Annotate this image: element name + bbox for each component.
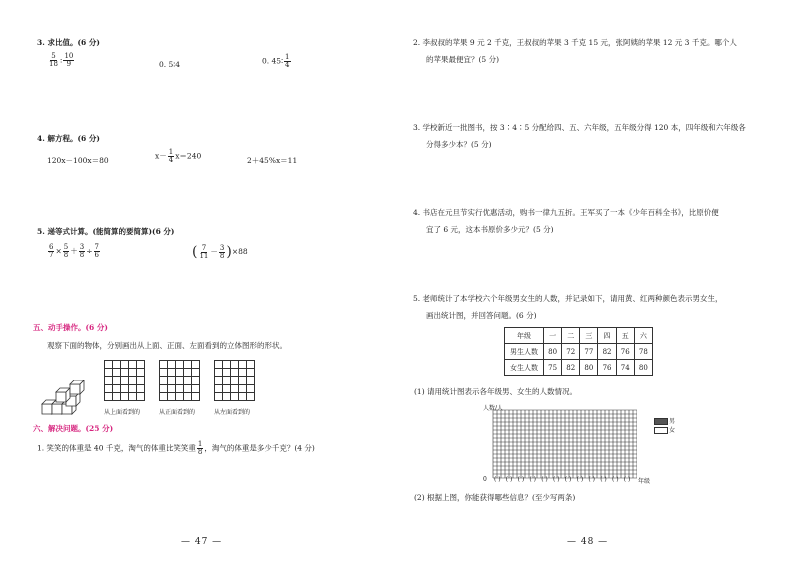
table-cell: 82 [562,360,580,376]
fraction-den: 8 [79,251,85,259]
fraction-num: 10 [64,52,74,60]
r-q3-line-1: 3. 学校新近一批图书，按 3∶4∶5 分配给四、五、六年级，五年级分得 120 本，四年级和六年级各 [413,123,746,132]
fraction-den: 8 [219,251,225,260]
r-q2-line-1: 2. 李叔叔的苹果 9 元 2 千克，王叔叔的苹果 3 千克 15 元，张阿姨的苹果 12 元 3 千克。哪个人 [413,38,737,47]
s6-q1-suffix: ，淘气的体重是多少千克？(4 分) [204,443,315,453]
q5-expr2-suffix: ×88 [231,247,248,256]
fraction-den: 18 [49,60,58,68]
table-row-label: 女生人数 [505,360,544,376]
caption-top-view: 从上面看到的 [104,409,141,416]
chart-x-tick-blank: ( ) [600,476,607,483]
q3-item-1 [47,53,75,68]
fraction-num: 1 [168,148,174,156]
r-q5-line-1: 5. 老师统计了本学校六个年级男女生的人数，并记录如下，请用黄、红两种颜色表示男女生， [413,294,723,303]
table-cell: 75 [544,360,562,376]
chart-x-tick-blank: ( ) [505,476,513,483]
operator: － [210,247,218,256]
r-q4-line-1: 4. 书店在元旦节实行优惠活动，购书一律九五折。王军买了一本《少年百科全书》，比原价便 [413,208,719,217]
operator: ÷ [86,246,93,256]
table-cell: 76 [598,360,616,376]
s6-q1-prefix: 1. 笑笑的体重是 40 千克，淘气的体重比笑笑重 [37,443,196,453]
table-cell: 80 [544,344,562,360]
r-q5-line-2: 画出统计图，并回答问题。(6 分) [426,311,537,320]
table-header-cell: 年级 [505,328,544,344]
drawing-grid-top-view[interactable] [104,360,145,401]
q4-eq2-suffix: x＝240 [175,151,202,161]
gender-count-table [504,327,653,376]
table-cell: 78 [634,344,652,360]
chart-x-tick-blank: ( ) [576,476,584,483]
blank-bar-chart-grid[interactable] [492,409,637,479]
chart-x-tick-blank: ( ) [588,476,595,483]
section-5-instruction: 观察下面的物体，分别画出从上面、正面、左面看到的立体图形的形状。 [47,341,287,350]
fraction-den: 11 [199,251,209,260]
r-q2-line-2: 的苹果最便宜？(5 分) [426,55,500,64]
chart-x-tick-blank: ( ) [529,476,536,483]
operator: × [55,246,62,256]
q4-title: 4. 解方程。(6 分) [37,134,100,143]
cube-solid-figure [40,380,95,416]
q4-eq2-prefix: x－ [155,151,167,161]
fraction-den: 8 [63,251,69,259]
table-cell: 72 [562,344,580,360]
fraction-den: 7 [49,251,54,259]
operator: ＋ [70,246,78,256]
drawing-grid-left-view[interactable] [214,360,255,401]
fraction-num: 3 [219,243,225,252]
table-cell: 74 [616,360,634,376]
q5-title: 5. 递等式计算。(能简算的要简算)(6 分) [37,227,175,236]
q5-expression-2: ( $\frac{7}{11}$ － $\frac{3}{8}$ )×88 [192,243,248,260]
table-cell: 77 [580,344,598,360]
section-6-title: 六、解决问题。(25 分) [33,424,114,433]
table-header-cell: 一 [544,328,562,344]
q3-title: 3. 求比值。(6 分) [37,38,100,47]
fraction-num: 1 [197,440,203,448]
r-q4-line-2: 宜了 6 元，这本书原价多少元？(5 分) [426,225,554,234]
chart-x-tick-blank: ( ) [612,476,619,483]
fraction-num: 7 [201,243,207,252]
fraction-den: 4 [285,61,290,69]
table-header-cell: 五 [616,328,634,344]
q4-equation-2 [155,149,201,164]
q3-item-3 [262,54,292,69]
drawing-grid-front-view[interactable] [159,360,200,401]
section-5-title: 五、动手操作。(6 分) [33,323,108,332]
q3-item-2: 0. 5∶4 [159,60,181,69]
r-q3-line-2: 分得多少本？(5 分) [426,140,492,149]
table-header-row [505,328,653,344]
legend-swatch-female [654,427,668,434]
fraction-num: 7 [94,243,99,251]
fraction-den: 8 [197,448,203,456]
table-cell: 82 [598,344,616,360]
chart-x-axis-label: 年级 [638,478,651,485]
chart-x-tick-blank: ( ) [517,476,525,483]
caption-left-view: 从左面看到的 [214,409,251,416]
table-header-cell: 四 [598,328,616,344]
table-cell: 80 [634,360,652,376]
r-q5-sub-2: (2) 根据上图，你能获得哪些信息？(至少写两条) [414,493,576,502]
q5-expression-1 [47,244,101,259]
chart-x-tick-blank: ( ) [623,476,631,483]
fraction-num: 3 [79,243,85,251]
chart-x-ticks [494,476,634,484]
q4-equation-1: 120x－100x＝80 [47,156,109,165]
table-row-label: 男生人数 [505,344,544,360]
section-6-q1 [37,441,315,456]
table-cell: 76 [616,344,634,360]
fraction-den: 4 [168,156,174,164]
chart-origin-label: 0 [483,476,487,483]
fraction-num: 5 [51,52,56,60]
page-number-left: — 47 — [181,537,223,547]
r-q5-sub-1: (1) 请用统计图表示各年级男、女生的人数情况。 [414,387,578,396]
table-header-cell: 二 [562,328,580,344]
caption-front-view: 从正面看到的 [159,409,196,416]
table-row [505,360,653,376]
chart-x-tick-blank: ( ) [553,476,560,483]
ratio-sign: : [59,55,63,65]
legend-label-male: 男 [669,418,676,425]
fraction-num: 6 [49,243,54,251]
fraction-num: 5 [63,243,69,251]
legend-swatch-male [654,418,668,425]
table-header-cell: 三 [580,328,598,344]
q4-equation-3: 2＋45%x＝11 [247,156,298,165]
chart-x-tick-blank: ( ) [564,476,572,483]
chart-x-tick-blank: ( ) [541,476,548,483]
fraction-den: 6 [94,251,99,259]
table-row [505,344,653,360]
table-cell: 80 [580,360,598,376]
fraction-num: 1 [285,53,290,61]
page-number-right: — 48 — [567,537,609,547]
fraction-den: 9 [66,60,72,68]
chart-x-tick-blank: ( ) [494,476,501,483]
chart-y-axis-label: 人数/人 [483,405,504,412]
table-header-cell: 六 [634,328,652,344]
legend-label-female: 女 [669,427,676,434]
q3-item-3-prefix: 0. 45∶ [262,56,284,66]
